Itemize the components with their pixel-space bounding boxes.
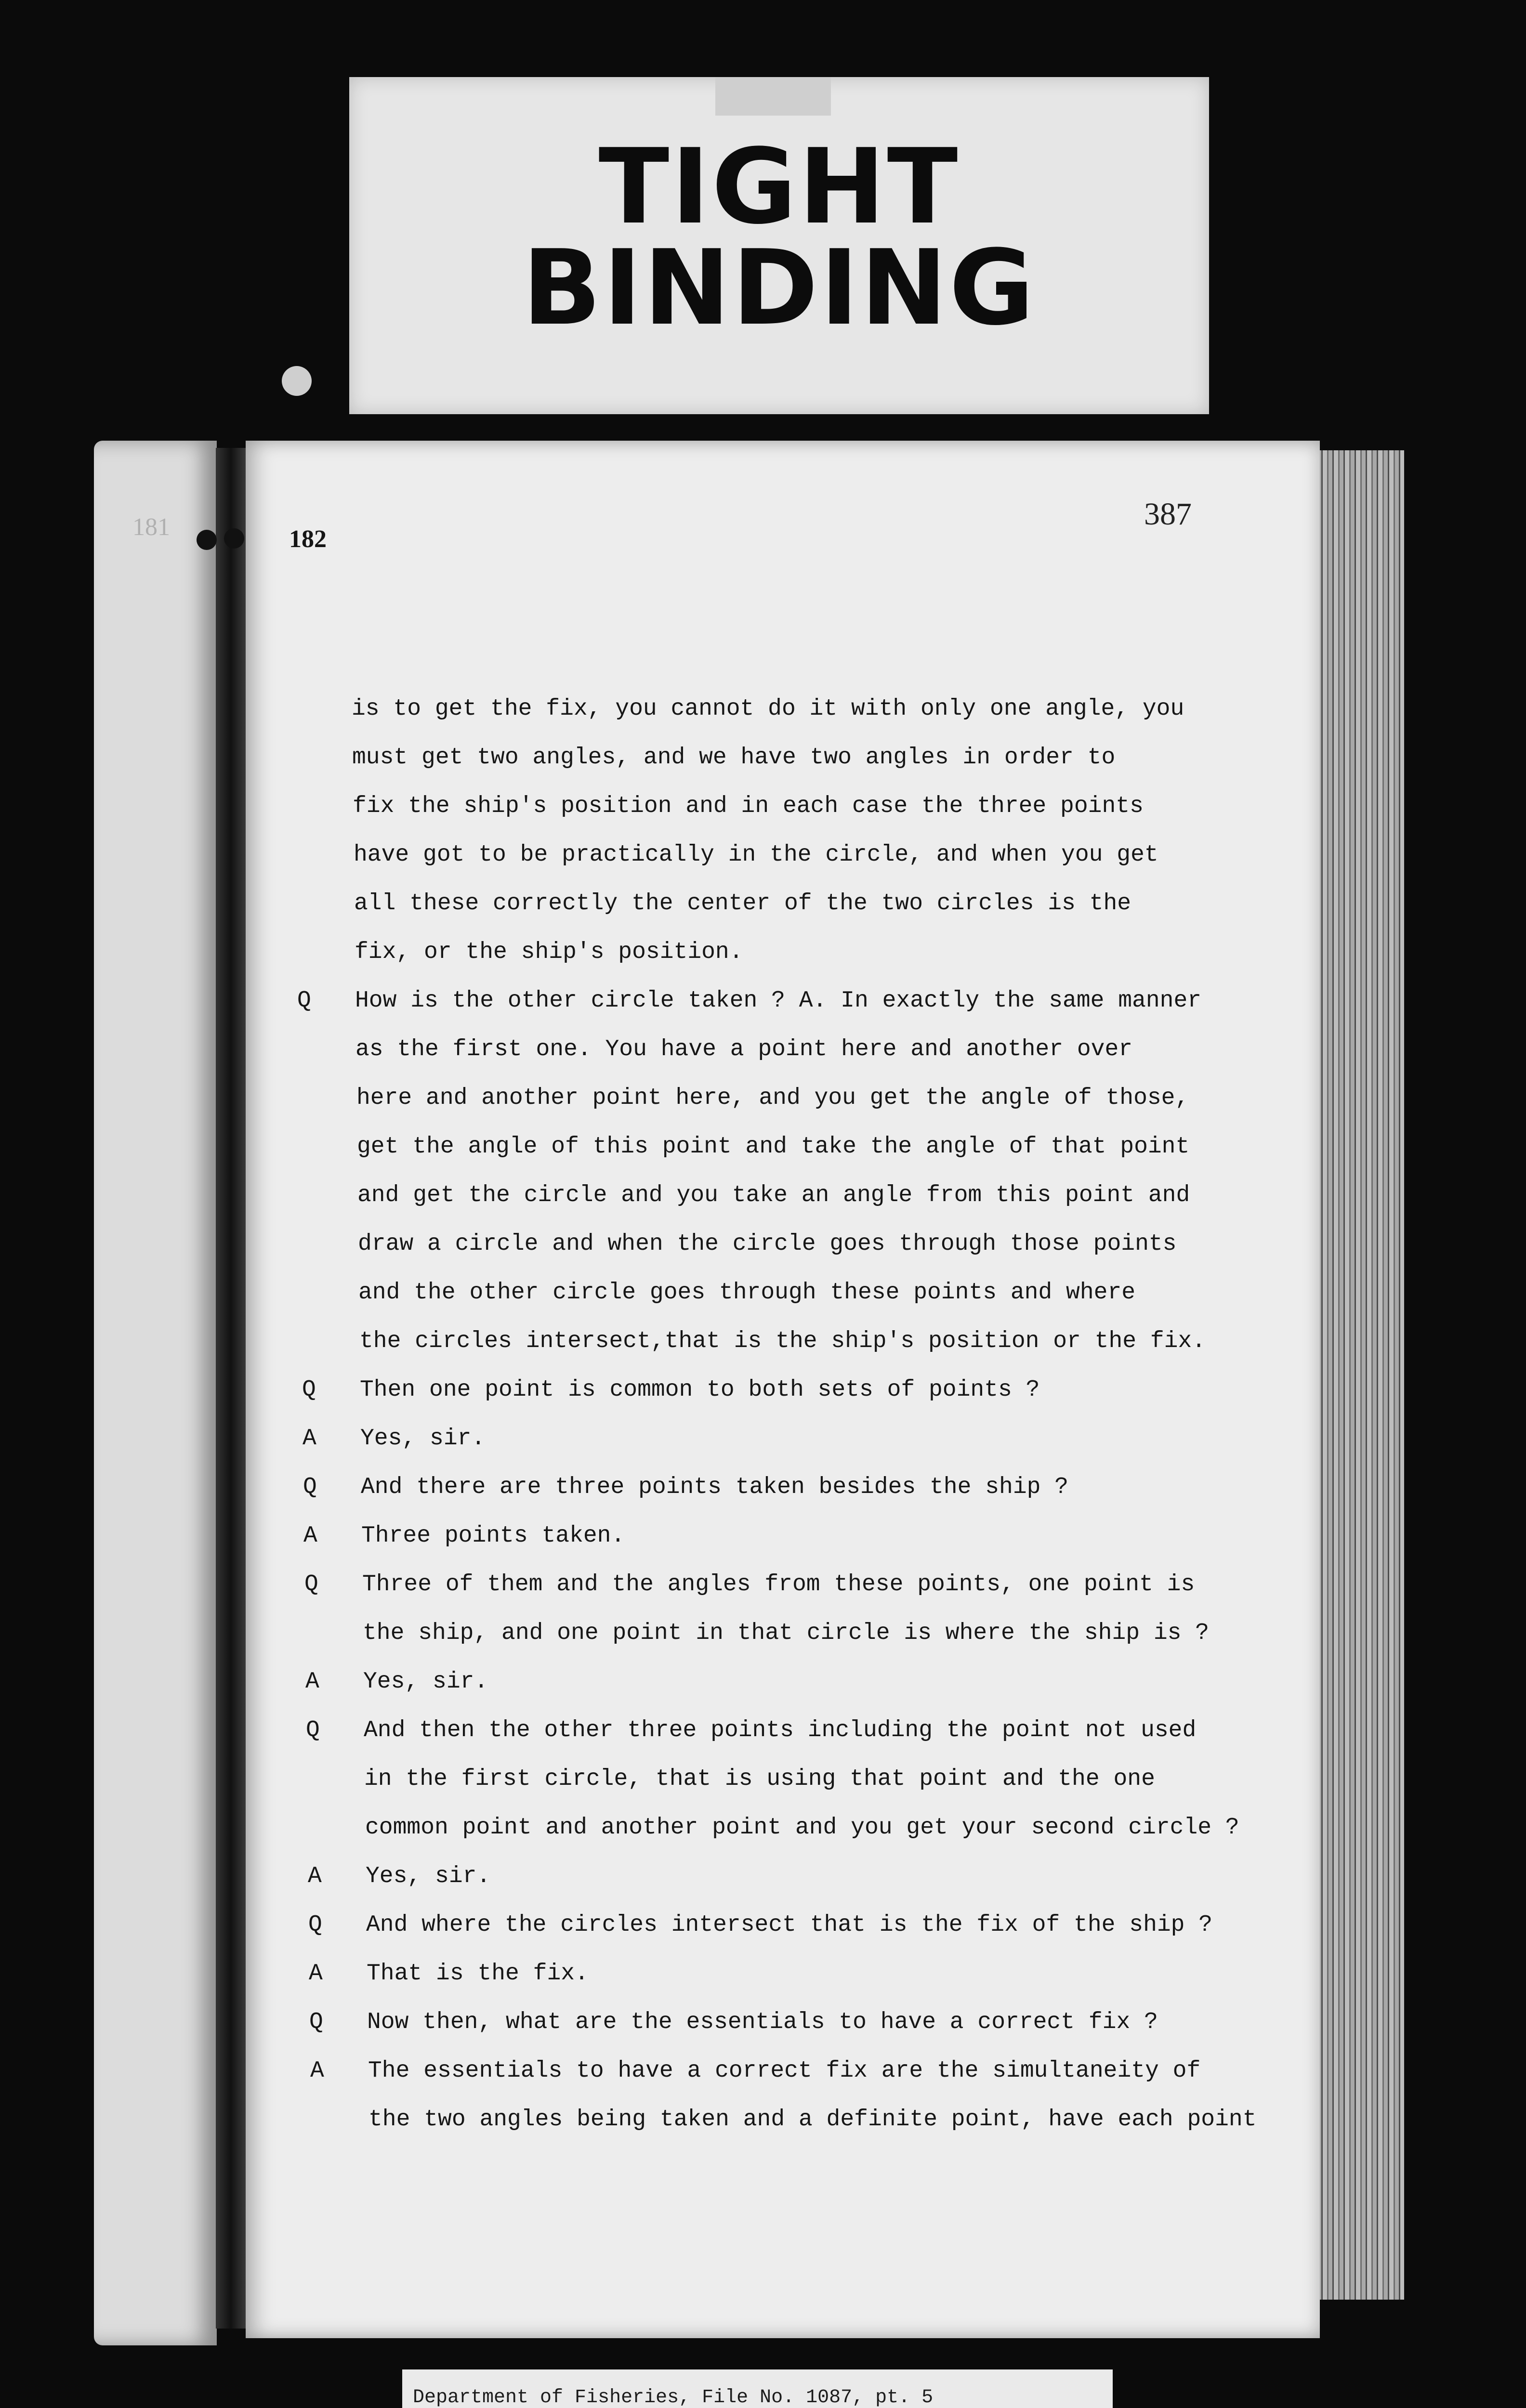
text-line — [260, 1863, 1334, 1911]
text-line — [250, 1085, 1325, 1133]
speaker-marker: Q — [303, 1474, 317, 1500]
text-line — [247, 793, 1321, 841]
text-line — [257, 1620, 1331, 1668]
line-text: the ship, and one point in that circle is where the ship is ? — [363, 1620, 1210, 1646]
speaker-marker: A — [305, 1669, 319, 1695]
text-line — [253, 1328, 1328, 1376]
text-line — [256, 1571, 1330, 1620]
line-text: Now then, what are the essentials to have a correct fix ? — [367, 2009, 1158, 2035]
line-text: and the other circle goes through these points and where — [358, 1280, 1136, 1306]
line-text: And where the circles intersect that is the fix of the ship ? — [366, 1912, 1213, 1938]
transcript-text — [246, 696, 1320, 2408]
binding-ring — [197, 530, 217, 550]
left-page-faint-number: 181 — [132, 513, 170, 541]
speaker-marker: Q — [309, 2009, 323, 2035]
text-line — [248, 842, 1322, 890]
text-line — [259, 1815, 1333, 1863]
text-line — [252, 1231, 1326, 1279]
line-text: have got to be practically in the circle, and when you get — [354, 842, 1158, 868]
line-text: here and another point here, and you get the angle of those, — [356, 1085, 1189, 1111]
line-text: fix, or the ship's position. — [355, 939, 743, 965]
tape-strip — [715, 77, 831, 116]
left-page-edge — [94, 441, 217, 2345]
page-number-right: 387 — [1144, 497, 1192, 532]
text-line — [254, 1377, 1328, 1425]
line-text: fix the ship's position and in each case the three points — [353, 793, 1144, 819]
tight-binding-line-2: BINDING — [522, 227, 1036, 348]
speaker-marker: A — [309, 1961, 323, 1987]
text-line — [248, 890, 1322, 939]
line-text: And then the other three points including the point not used — [364, 1717, 1197, 1743]
department-caption: Department of Fisheries, File No. 1087, pt. 5 — [402, 2369, 1113, 2408]
text-line — [261, 2009, 1335, 2057]
text-line — [251, 1134, 1325, 1182]
text-line — [258, 1766, 1332, 1814]
line-text: as the first one. You have a point here and another over — [355, 1036, 1133, 1062]
line-text: and get the circle and you take an angle from this point and — [357, 1182, 1190, 1208]
line-text: Three points taken. — [361, 1523, 625, 1549]
speaker-marker: A — [303, 1426, 316, 1452]
line-text: Yes, sir. — [366, 1863, 491, 1889]
line-text: Three of them and the angles from these points, one point is — [362, 1571, 1195, 1597]
book-gutter — [216, 448, 246, 2329]
document-page — [246, 441, 1320, 2338]
speaker-marker: Q — [308, 1912, 322, 1938]
line-text: the two angles being taken and a definite point, have each point — [368, 2107, 1257, 2133]
line-text: the circles intersect,that is the ship's position or the fix. — [359, 1328, 1206, 1354]
speaker-marker: Q — [304, 1571, 318, 1597]
text-line — [257, 1669, 1331, 1717]
line-text: is to get the fix, you cannot do it with only one angle, you — [352, 696, 1184, 722]
tight-binding-label — [349, 77, 1209, 414]
text-line — [254, 1426, 1329, 1474]
text-line — [249, 939, 1323, 987]
text-line — [250, 1036, 1324, 1085]
line-text: must get two angles, and we have two angles in order to — [352, 745, 1116, 771]
speaker-marker: Q — [297, 988, 311, 1014]
text-line — [252, 1280, 1327, 1328]
text-line — [255, 1523, 1329, 1571]
line-text: in the first circle, that is using that point and the one — [364, 1766, 1155, 1792]
text-line — [251, 1182, 1326, 1230]
line-text: get the angle of this point and take the angle of that point — [357, 1134, 1190, 1160]
text-line — [262, 2058, 1336, 2106]
punch-hole — [282, 366, 312, 396]
binding-ring — [224, 528, 244, 549]
text-line — [260, 1912, 1334, 1960]
text-line — [246, 696, 1320, 744]
speaker-marker: A — [310, 2058, 324, 2084]
text-line — [246, 745, 1320, 793]
text-line — [263, 2107, 1337, 2155]
page-number-left: 182 — [289, 525, 327, 553]
line-text: Yes, sir. — [363, 1669, 488, 1695]
speaker-marker: A — [308, 1863, 322, 1889]
line-text: common point and another point and you get your second circle ? — [365, 1815, 1239, 1841]
text-line — [255, 1474, 1329, 1522]
tight-binding-line-1: TIGHT — [598, 126, 960, 247]
speaker-marker: Q — [302, 1377, 316, 1403]
line-text: draw a circle and when the circle goes through those points — [358, 1231, 1177, 1257]
text-line — [258, 1717, 1332, 1766]
line-text: The essentials to have a correct fix are the simultaneity of — [368, 2058, 1201, 2084]
line-text: That is the fix. — [367, 1961, 589, 1987]
line-text: How is the other circle taken ? A. In exactly the same manner — [355, 988, 1202, 1014]
speaker-marker: Q — [306, 1717, 320, 1743]
line-text: Then one point is common to both sets of points ? — [360, 1377, 1040, 1403]
text-line — [261, 1961, 1335, 2009]
line-text: Yes, sir. — [360, 1426, 486, 1452]
text-line — [249, 988, 1323, 1036]
line-text: And there are three points taken besides the ship ? — [361, 1474, 1069, 1500]
speaker-marker: A — [303, 1523, 317, 1549]
line-text: all these correctly the center of the two circles is the — [354, 890, 1131, 916]
